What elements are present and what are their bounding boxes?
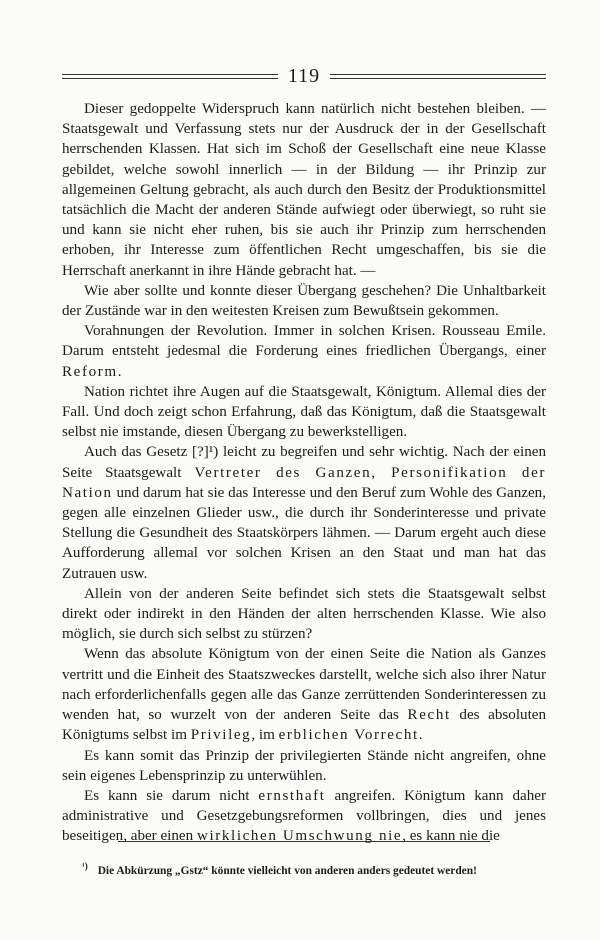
spaced-emphasis: wirklichen Umschwung nie [196,828,403,845]
header-rule-right [330,74,546,79]
text-run: Es kann sie darum nicht [84,787,259,804]
text-run: Es kann somit das Prinzip der privilegierten Stände nicht angreifen, ohne sein eigenes Lebensprinzip zu unterwühlen. [62,747,546,784]
page-header [62,64,546,88]
text-run: Wie aber sollte und konnte dieser Übergang geschehen? Die Unhaltbarkeit der Zustände war in den weitesten Kreisen zum Bewußtsein gekommen. [62,282,546,320]
spaced-emphasis: erblichen Vorrecht [278,727,419,744]
paragraph [62,786,546,847]
spaced-emphasis: ernsthaft [258,787,326,804]
text-run: Auch das Gesetz [?]¹) leicht zu begreifen und sehr wichtig. Nach der einen Seite Staatsgewalt [62,444,546,481]
footnote [82,859,552,878]
paragraph [62,644,546,745]
text-run: , es kann nie die [402,828,500,845]
paragraph [62,281,546,321]
header-rule-left [62,74,278,79]
spaced-emphasis: Reform [62,363,118,380]
text-run: angreifen. Königtum kann daher administrative und Gesetzgebungsreformen vollbringen, dies und jenes beseitigen, aber einen [62,787,546,845]
spaced-emphasis: Privileg [190,727,252,744]
text-run: Allein von der anderen Seite befindet sich stets die Staatsgewalt selbst direkt oder indirekt in den Händen der alten herrschenden Klasse. Wie also möglich, sie durch sich selbst zu stürzen? [62,585,546,643]
text-run: Dieser gedoppelte Widerspruch kann natürlich nicht bestehen bleiben. — Staatsgewalt und Verfassung stets nur der Ausdruck der in der Gesellschaft herrschenden Klassen. Hat sich im Schoß der Gesellschaft eine neue Klasse gebildet, welche sowohl innerlich — in der Bildung — ihr Prinzip zur allgemeinen Geltung gebracht, als auch durch den Besitz der Produktionsmittel tatsächlich die Macht der anderen Stände aufwiegt oder überwiegt, so ruht sie und kann sie nicht eher ruhen, bis sie auch ihr Prinzip zum herrschenden erhoben, ihr Interesse zum öffentlichen Recht umgeschaffen, bis sie die Herrschaft anerkannt in ihre Hände gebracht hat. — [62,101,546,279]
text-run: und darum hat sie das Interesse und den Beruf zum Wohle des Ganzen, gegen alle einzelnen Glieder usw., die durch ihr Sonderinteresse und private Stellung die Gesundheit des Staatskörpers lähmen. — Darum ergeht auch diese Aufforderung allemal vor solchen Krisen an den Staat und man hat das Zutrauen usw. [62,484,546,582]
text-run: Wenn das absolute Königtum von der einen Seite die Nation als Ganzes vertritt und die Einheit des Staatszweckes darstellt, welche sich also ihrer Natur nach erforderlichenfalls gegen alle das Ganze zerrüttenden Sonderinteressen zu wenden hat, so wurzelt von der anderen Seite das [62,646,546,724]
footnote-rule [118,841,490,842]
spaced-emphasis: Vertreter des Ganzen, Personifikation der Nation [62,464,546,501]
text-run: . [117,363,122,380]
paragraph [62,746,546,786]
text-run: Nation richtet ihre Augen auf die Staatsgewalt, Königtum. Allemal dies der Fall. Und doch zeigt schon Erfahrung, daß das Königtum, daß die Staatsgewalt selbst nie imstande, diesen Übergang zu bewerkstelligen. [62,383,546,441]
footnote-mark: ¹) [82,861,88,871]
body-text [62,99,546,847]
text-run: des absoluten Königtums selbst im [62,707,547,744]
paragraph [62,382,546,443]
text-run: . [418,727,423,744]
paragraph [62,442,546,583]
text-run: Vorahnungen der Revolution. Immer in solchen Krisen. Rousseau Emile. Darum entsteht jedesmal die Forderung eines friedlichen Übergangs, einer [62,323,546,360]
paragraph [62,99,546,281]
footnote-text: Die Abkürzung „Gstz“ könnte vielleicht von anderen anders gedeutet werden! [97,864,477,877]
paragraph [62,584,546,645]
text-run: , im [251,727,279,744]
spaced-emphasis: Recht [407,707,451,724]
paragraph [62,321,546,382]
page-number: 119 [287,65,321,87]
